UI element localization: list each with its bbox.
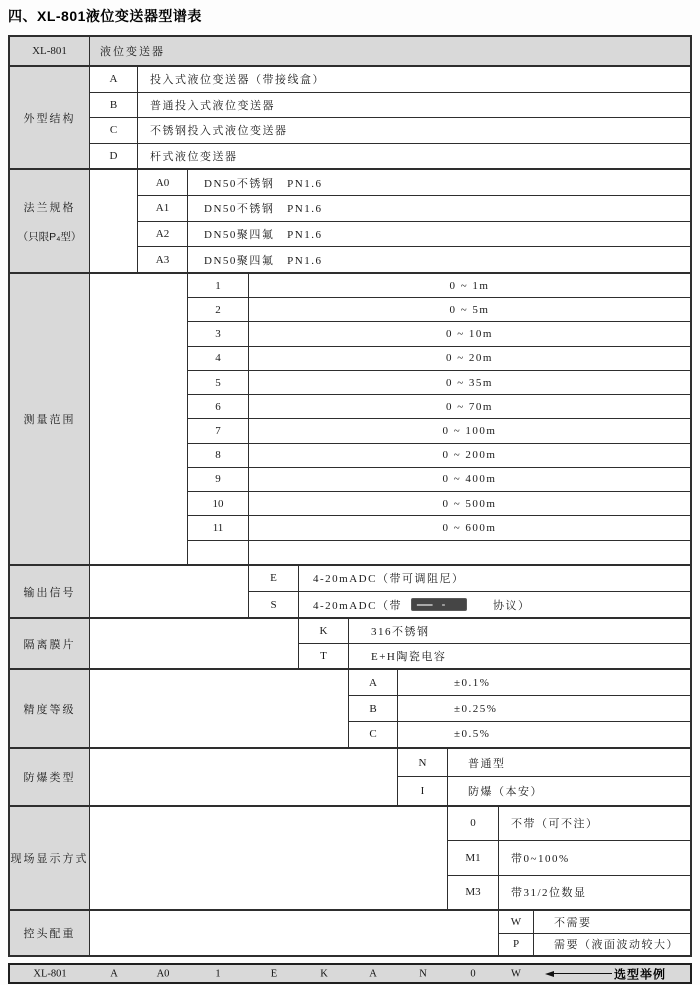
table-row bbox=[188, 394, 690, 418]
table-row bbox=[249, 566, 690, 591]
code-cell: 11 bbox=[188, 516, 249, 539]
left-arrow-icon bbox=[545, 971, 612, 977]
section-label-text: 输出信号 bbox=[23, 586, 76, 599]
table-row bbox=[188, 321, 690, 345]
table-row bbox=[138, 221, 690, 247]
table-row bbox=[188, 467, 690, 491]
example-model: XL-801 bbox=[33, 968, 67, 979]
code-cell: 5 bbox=[188, 371, 249, 394]
description-cell: 不带（可不注） bbox=[511, 818, 599, 831]
description-cell: 316不锈钢 bbox=[371, 626, 430, 639]
example-code: A bbox=[110, 968, 118, 979]
table-row bbox=[349, 695, 690, 721]
code-cell: 10 bbox=[188, 492, 249, 515]
spacer-cell bbox=[90, 670, 349, 747]
section-label bbox=[10, 566, 90, 618]
description-cell bbox=[249, 541, 690, 564]
section-8 bbox=[10, 909, 690, 955]
table-row bbox=[90, 92, 690, 118]
description-cell: 0 ~ 35m bbox=[445, 376, 493, 389]
table-row bbox=[448, 840, 690, 875]
table-row bbox=[349, 721, 690, 747]
code-cell: A bbox=[90, 67, 138, 92]
table-row bbox=[249, 591, 690, 617]
description-cell: 0 ~ 10m bbox=[445, 328, 493, 341]
section-5 bbox=[10, 668, 690, 747]
section-label-text: 法兰规格 bbox=[23, 201, 76, 214]
section-4 bbox=[10, 617, 690, 668]
description-cell: DN50不锈钢 PN1.6 bbox=[204, 203, 323, 216]
code-cell: A0 bbox=[138, 170, 188, 195]
spacer-cell bbox=[90, 807, 448, 910]
code-cell: A3 bbox=[138, 247, 188, 272]
description-text: 4-20mADC（带 bbox=[313, 599, 402, 612]
table-row bbox=[90, 67, 690, 92]
example-code: W bbox=[511, 968, 521, 979]
section-label bbox=[10, 670, 90, 747]
model-number-cell: XL-801 bbox=[10, 37, 90, 65]
code-cell: A2 bbox=[138, 222, 188, 247]
description-cell: 0 ~ 400m bbox=[442, 473, 497, 486]
code-cell bbox=[188, 541, 249, 564]
description-cell: 投入式液位变送器（带接线盒） bbox=[150, 74, 325, 87]
spacer-cell bbox=[90, 619, 299, 668]
description-cell: DN50不锈钢 PN1.6 bbox=[204, 177, 323, 190]
table-row bbox=[398, 749, 690, 776]
description-cell: 防爆（本安） bbox=[468, 785, 543, 798]
table-row bbox=[188, 346, 690, 370]
description-cell: 0 ~ 200m bbox=[442, 449, 497, 462]
section-label bbox=[10, 67, 90, 169]
section-label bbox=[10, 911, 90, 955]
code-cell: 8 bbox=[188, 444, 249, 467]
code-cell: S bbox=[249, 592, 299, 617]
description-cell: 0 ~ 100m bbox=[442, 424, 497, 437]
section-6 bbox=[10, 747, 690, 805]
code-cell: W bbox=[499, 911, 534, 932]
code-cell: 4 bbox=[188, 347, 249, 370]
code-cell: 0 bbox=[448, 807, 499, 841]
table-row bbox=[138, 195, 690, 221]
example-code: 1 bbox=[215, 968, 221, 979]
description-cell: 杆式液位变送器 bbox=[150, 151, 238, 164]
description-cell: 不需要 bbox=[554, 916, 592, 929]
table-row bbox=[448, 807, 690, 841]
code-cell: C bbox=[90, 118, 138, 143]
description-cell: 带0~100% bbox=[511, 852, 570, 865]
example-row bbox=[8, 963, 692, 984]
code-cell: A1 bbox=[138, 196, 188, 221]
table-row bbox=[90, 143, 690, 169]
code-cell: C bbox=[349, 722, 398, 747]
section-label bbox=[10, 170, 90, 272]
table-row bbox=[299, 619, 690, 643]
section-label bbox=[10, 749, 90, 805]
example-code: A bbox=[369, 968, 377, 979]
code-cell: A bbox=[349, 670, 398, 695]
page-title: 四、XL-801液位变送器型谱表 bbox=[8, 8, 202, 24]
table-row bbox=[499, 933, 690, 955]
description-cell: 0 ~ 20m bbox=[445, 352, 493, 365]
table-row bbox=[499, 911, 690, 932]
description-cell: 带31/2位数显 bbox=[511, 887, 587, 900]
table-row bbox=[188, 274, 690, 297]
example-code: N bbox=[419, 968, 427, 979]
code-cell: 3 bbox=[188, 322, 249, 345]
description-cell: DN50聚四氟 PN1.6 bbox=[204, 254, 323, 267]
description-cell: ±0.1% bbox=[454, 676, 491, 689]
description-text: 协议） bbox=[492, 599, 531, 612]
table-row bbox=[188, 540, 690, 564]
example-code: E bbox=[270, 968, 278, 979]
description-cell: 普通型 bbox=[468, 757, 506, 770]
table-row bbox=[188, 443, 690, 467]
section-label bbox=[10, 274, 90, 564]
section-label-text: 现场显示方式 bbox=[10, 852, 89, 865]
code-cell: T bbox=[299, 644, 349, 668]
spacer-cell bbox=[90, 749, 398, 805]
section-label-text: 测量范围 bbox=[23, 413, 76, 426]
section-1 bbox=[10, 168, 690, 272]
table-row bbox=[188, 491, 690, 515]
model-spec-table bbox=[8, 35, 692, 957]
code-cell: E bbox=[249, 566, 299, 591]
table-row bbox=[188, 370, 690, 394]
table-row bbox=[138, 246, 690, 272]
section-label-text: 外型结构 bbox=[23, 112, 76, 125]
code-cell: B bbox=[349, 696, 398, 721]
section-label bbox=[10, 807, 90, 910]
table-row bbox=[188, 418, 690, 442]
code-cell: 2 bbox=[188, 298, 249, 321]
example-label: 选型举例 bbox=[614, 967, 667, 981]
description-cell: 0 ~ 5m bbox=[449, 303, 490, 316]
protocol-logo-icon bbox=[411, 598, 467, 611]
table-row bbox=[398, 776, 690, 804]
code-cell: 1 bbox=[188, 274, 249, 297]
section-label-subtext: （只限P₄型） bbox=[17, 230, 82, 243]
description-cell: 4-20mADC（带可调阻尼） bbox=[313, 573, 465, 586]
code-cell: 7 bbox=[188, 419, 249, 442]
description-cell: ±0.5% bbox=[454, 728, 491, 741]
section-7 bbox=[10, 805, 690, 910]
description-cell bbox=[299, 592, 690, 617]
code-cell: 6 bbox=[188, 395, 249, 418]
description-cell: E+H陶瓷电容 bbox=[371, 651, 447, 664]
code-cell: K bbox=[299, 619, 349, 643]
table-row bbox=[448, 875, 690, 910]
section-label-text: 防爆类型 bbox=[23, 771, 76, 784]
section-2 bbox=[10, 272, 690, 564]
description-cell: 0 ~ 500m bbox=[442, 497, 497, 510]
code-cell: M3 bbox=[448, 876, 499, 910]
spacer-cell bbox=[90, 274, 188, 564]
table-row bbox=[349, 670, 690, 695]
description-cell: ±0.25% bbox=[454, 702, 498, 715]
section-label-text: 精度等级 bbox=[23, 703, 76, 716]
code-cell: P bbox=[499, 934, 534, 955]
description-cell: DN50聚四氟 PN1.6 bbox=[204, 229, 323, 242]
example-code: K bbox=[320, 968, 328, 979]
product-name-cell: 液位变送器 bbox=[90, 37, 690, 65]
table-row bbox=[138, 170, 690, 195]
table-row bbox=[188, 297, 690, 321]
code-cell: B bbox=[90, 93, 138, 118]
code-cell: D bbox=[90, 144, 138, 169]
code-cell: M1 bbox=[448, 841, 499, 875]
spacer-cell bbox=[90, 170, 138, 272]
section-label-text: 隔离膜片 bbox=[23, 638, 76, 651]
spacer-cell bbox=[90, 911, 499, 955]
table-row bbox=[188, 515, 690, 539]
description-cell: 0 ~ 600m bbox=[442, 521, 497, 534]
description-cell: 需要（液面波动较大） bbox=[554, 939, 679, 952]
example-code: 0 bbox=[470, 968, 476, 979]
table-header-row bbox=[10, 37, 690, 65]
example-code: A0 bbox=[156, 968, 170, 979]
description-cell: 0 ~ 1m bbox=[449, 279, 490, 292]
code-cell: 9 bbox=[188, 468, 249, 491]
table-row bbox=[299, 643, 690, 668]
section-label-text: 控头配重 bbox=[23, 928, 76, 941]
code-cell: N bbox=[398, 749, 448, 776]
section-3 bbox=[10, 564, 690, 618]
description-cell: 不锈钢投入式液位变送器 bbox=[150, 125, 288, 138]
description-cell: 0 ~ 70m bbox=[445, 400, 493, 413]
section-label bbox=[10, 619, 90, 668]
section-0 bbox=[10, 65, 690, 169]
table-row bbox=[90, 117, 690, 143]
description-cell: 普通投入式液位变送器 bbox=[150, 99, 275, 112]
code-cell: I bbox=[398, 777, 448, 804]
spacer-cell bbox=[90, 566, 249, 618]
